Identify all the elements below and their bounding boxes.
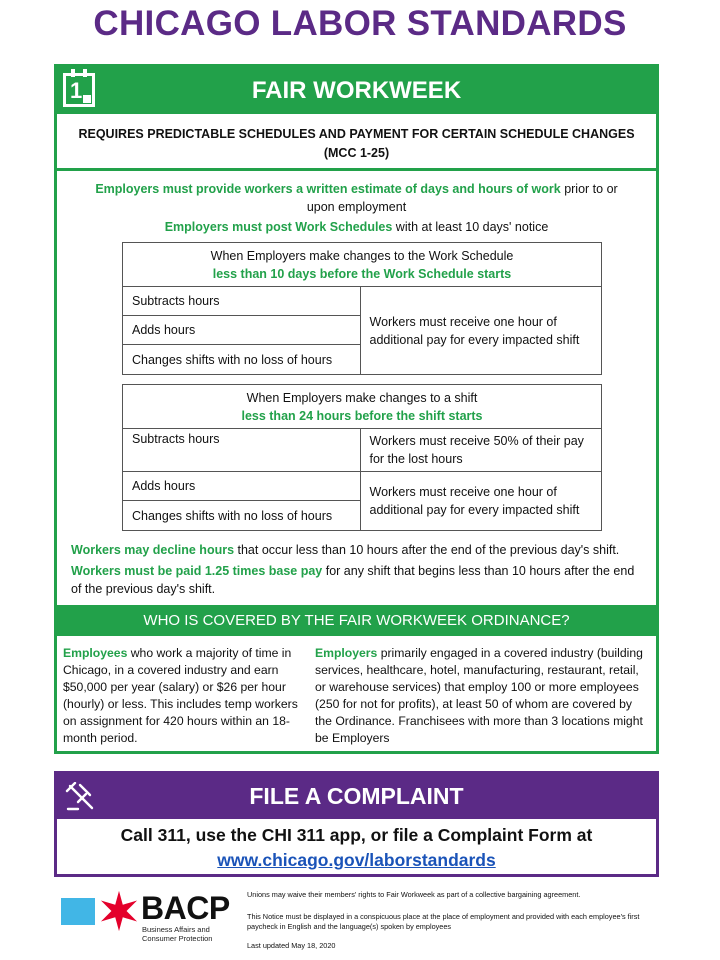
fair-workweek-header	[57, 67, 656, 114]
fair-workweek-section	[54, 64, 659, 754]
union-waiver-note: Unions may waive their members' rights to Fair Workweek as part of a collective bargaining agreement.	[247, 890, 581, 899]
premium-pay-rule: Workers must be paid 1.25 times base pay for any shift that begins less than 10 hours after the end of the previous day's shift.	[71, 564, 635, 596]
posting-requirement: Employers must post Work Schedules with at least 10 days' notice	[164, 220, 549, 234]
table-row: Subtracts hours	[123, 287, 361, 316]
table-row: Subtracts hours	[123, 429, 361, 472]
table-row: Adds hours	[123, 472, 361, 501]
bacp-logo-text: BACP	[141, 890, 230, 926]
complaint-instructions: Call 311, use the CHI 311 app, or file a Complaint Form at www.chicago.gov/laborstandards	[120, 825, 593, 870]
employers-coverage: Employers primarily engaged in a covered industry (building services, healthcare, hotel, manufacturing, restaurant, retail, or warehouse services) that employ 100 or more employees (250 for not for profits), at least 50 of whom are covered by the Ordinance. Franchisees with more than 3 locations might be Employers	[315, 646, 643, 745]
complaint-header	[57, 774, 656, 819]
employees-coverage: Employees who work a majority of time in Chicago, in a covered industry and earn $50,000 per year (salary) or $26 per hour (hourly) or less. This includes temp workers on assignment for 420 hours within an 18-month period.	[63, 646, 298, 745]
page-title: CHICAGO LABOR STANDARDS	[93, 4, 627, 43]
table-row: Changes shifts with no loss of hours	[123, 345, 361, 375]
last-updated: Last updated May 18, 2020	[247, 941, 336, 950]
estimate-requirement: Employers must provide workers a written estimate of days and hours of work prior to or upon employment	[95, 182, 618, 214]
table-result: Workers must receive one hour of additional pay for every impacted shift	[360, 287, 602, 375]
ordinance-subtitle: REQUIRES PREDICTABLE SCHEDULES AND PAYMENT FOR CERTAIN SCHEDULE CHANGES (MCC 1-25)	[57, 119, 656, 171]
chicago-star-icon	[98, 888, 140, 934]
table-row: Adds hours	[123, 316, 361, 345]
schedule-change-table	[122, 242, 602, 375]
complaint-title: FILE A COMPLAINT	[249, 783, 464, 809]
fair-workweek-title: FAIR WORKWEEK	[251, 77, 462, 104]
table-header: When Employers make changes to a shift less than 24 hours before the shift starts	[123, 385, 602, 429]
file-complaint-section	[54, 771, 659, 877]
labor-standards-link[interactable]: www.chicago.gov/laborstandards	[217, 850, 496, 870]
shift-change-table	[122, 384, 602, 531]
table-header: When Employers make changes to the Work Schedule less than 10 days before the Work Schedule starts	[123, 243, 602, 287]
logo-blue-square	[61, 898, 95, 925]
table-row: Changes shifts with no loss of hours	[123, 501, 361, 531]
calendar-icon: 1	[63, 73, 95, 107]
display-notice: This Notice must be displayed in a conspicuous place at the place of employment and provided with each employee's first paycheck in English and the language(s) spoken by employees	[247, 912, 640, 931]
table-result: Workers must receive 50% of their pay for the lost hours	[360, 429, 602, 472]
bacp-logo-subtitle: Business Affairs and Consumer Protection	[142, 925, 213, 943]
decline-hours-rule: Workers may decline hours that occur less than 10 hours after the end of the previous day's shift.	[71, 543, 620, 557]
coverage-header: WHO IS COVERED BY THE FAIR WORKWEEK ORDINANCE?	[57, 605, 656, 636]
table-result: Workers must receive one hour of additional pay for every impacted shift	[360, 472, 602, 531]
